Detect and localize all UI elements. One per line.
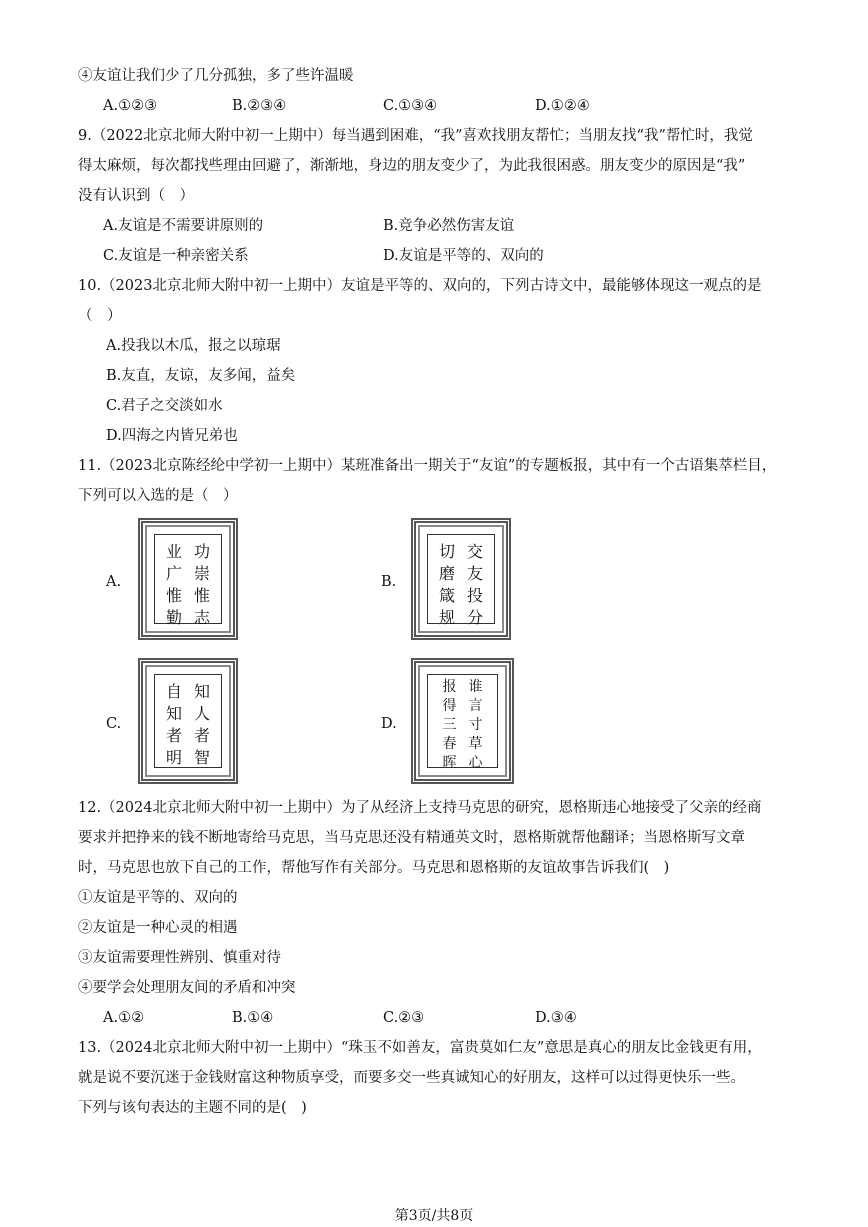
q8-option-c[interactable]: C.①③④	[383, 98, 438, 114]
plaque-character: 切	[438, 542, 455, 561]
q12-statement-3: ③友谊需要理性辨别、慎重对待	[78, 950, 281, 966]
plaque-character: 报	[442, 679, 457, 695]
plaque-character: 功	[194, 542, 211, 561]
q12-option-a[interactable]: A.①②	[103, 1010, 145, 1026]
q12-statement-2: ②友谊是一种心灵的相遇	[78, 920, 238, 936]
plaque-character: 志	[194, 608, 211, 627]
q11-option-c-label[interactable]: C.	[106, 716, 122, 732]
plaque-character: 勤	[165, 608, 182, 627]
q8-option-d[interactable]: D.①②④	[535, 98, 590, 114]
plaque-a-col2	[166, 541, 182, 629]
q10-option-a[interactable]: A.投我以木瓜，报之以琼琚	[106, 338, 281, 354]
q11-option-d-plaque[interactable]	[411, 658, 514, 784]
plaque-character: 交	[467, 542, 484, 561]
plaque-character: 春	[442, 736, 457, 752]
plaque-character: 投	[467, 586, 484, 605]
q10-option-c[interactable]: C.君子之交淡如水	[106, 398, 223, 414]
plaque-character: 惟	[194, 586, 211, 605]
q11-option-a-plaque[interactable]	[138, 518, 238, 640]
q12-stem-line1: 12.（2024北京北师大附中初一上期中）为了从经济上支持马克思的研究，恩格斯违心地接受了父亲的经商	[78, 800, 762, 816]
plaque-character: 心	[468, 755, 483, 771]
plaque-character: 晖	[442, 755, 457, 771]
q11-option-c-plaque[interactable]	[138, 658, 238, 784]
q11-option-b-label[interactable]: B.	[381, 574, 397, 590]
plaque-b-col1	[467, 541, 483, 629]
plaque-character: 知	[194, 682, 211, 701]
plaque-character: 者	[165, 726, 182, 745]
q13-stem-line1: 13.（2024北京北师大附中初一上期中）“珠玉不如善友，富贵莫如仁友”意思是真心的朋友比金钱更有用，	[78, 1040, 762, 1056]
plaque-character: 分	[467, 608, 484, 627]
plaque-character: 箴	[438, 586, 455, 605]
plaque-character: 草	[468, 736, 483, 752]
q10-option-b[interactable]: B.友直，友谅，友多闻，益矣	[106, 368, 296, 384]
plaque-c-col2	[166, 681, 182, 769]
q12-stem-line3: 时，马克思也放下自己的工作，帮他写作有关部分。马克思和恩格斯的友谊故事告诉我们( )	[78, 860, 670, 876]
q12-stem-line2: 要求并把挣来的钱不断地寄给马克思，当马克思还没有精通英文时，恩格斯就帮他翻译；当恩格斯写文章	[78, 830, 745, 846]
plaque-character: 三	[442, 717, 457, 733]
q12-option-d[interactable]: D.③④	[535, 1010, 577, 1026]
plaque-a-col1	[194, 541, 210, 629]
q8-option-b[interactable]: B.②③④	[232, 98, 287, 114]
q9-option-c[interactable]: C.友谊是一种亲密关系	[103, 248, 249, 264]
q10-stem-line2: （ ）	[78, 308, 122, 324]
q10-option-d[interactable]: D.四海之内皆兄弟也	[106, 428, 238, 444]
q9-option-a[interactable]: A.友谊是不需要讲原则的	[103, 218, 264, 234]
plaque-character: 知	[165, 704, 182, 723]
q9-stem-line1: 9.（2022北京北师大附中初一上期中）每当遇到困难，“我”喜欢找朋友帮忙；当朋友找“我”帮忙时，我觉	[78, 128, 753, 144]
q13-stem-line2: 就是说不要沉迷于金钱财富这种物质享受，而要多交一些真诚知心的好朋友，这样可以过得更快乐一些。	[78, 1070, 745, 1086]
plaque-character: 人	[194, 704, 211, 723]
q9-option-d[interactable]: D.友谊是平等的、双向的	[383, 248, 544, 264]
plaque-character: 寸	[468, 717, 483, 733]
plaque-character: 惟	[165, 586, 182, 605]
q9-stem-line3: 没有认识到（ ）	[78, 188, 194, 204]
plaque-character: 者	[194, 726, 211, 745]
q12-statement-4: ④要学会处理朋友间的矛盾和冲突	[78, 980, 296, 996]
q11-option-b-plaque[interactable]	[411, 518, 511, 640]
plaque-character: 友	[467, 564, 484, 583]
plaque-b-col2	[439, 541, 455, 629]
plaque-character: 崇	[194, 564, 211, 583]
q11-option-d-label[interactable]: D.	[381, 716, 397, 732]
q10-stem-line1: 10.（2023北京北师大附中初一上期中）友谊是平等的、双向的，下列古诗文中，最能够体现这一观点的是	[78, 278, 762, 294]
plaque-d-col2	[443, 678, 457, 773]
q9-option-b[interactable]: B.竞争必然伤害友谊	[383, 218, 515, 234]
q11-stem-line1: 11.（2023北京陈经纶中学初一上期中）某班准备出一期关于“友谊”的专题板报，其中有一个古语集萃栏目，	[78, 458, 777, 474]
plaque-character: 言	[468, 698, 483, 714]
q13-stem-line3: 下列与该句表达的主题不同的是( )	[78, 1100, 307, 1116]
q12-option-b[interactable]: B.①④	[232, 1010, 274, 1026]
plaque-d-col1	[469, 678, 483, 773]
plaque-c-col1	[194, 681, 210, 769]
page-footer: 第3页/共8页	[394, 1208, 474, 1224]
q8-option-a[interactable]: A.①②③	[103, 98, 158, 114]
statement-4: ④友谊让我们少了几分孤独，多了些许温暖	[78, 68, 354, 84]
q11-stem-line2: 下列可以入选的是（ ）	[78, 488, 238, 504]
plaque-character: 智	[194, 748, 211, 767]
q11-option-a-label[interactable]: A.	[106, 574, 122, 590]
plaque-character: 明	[165, 748, 182, 767]
plaque-character: 谁	[468, 679, 483, 695]
plaque-character: 业	[165, 542, 182, 561]
plaque-character: 磨	[438, 564, 455, 583]
plaque-character: 规	[438, 608, 455, 627]
plaque-character: 得	[442, 698, 457, 714]
q9-stem-line2: 得太麻烦，每次都找些理由回避了，渐渐地，身边的朋友变少了，为此我很困惑。朋友变少的原因是“我”	[78, 158, 746, 174]
q12-option-c[interactable]: C.②③	[383, 1010, 425, 1026]
plaque-character: 广	[165, 564, 182, 583]
q12-statement-1: ①友谊是平等的、双向的	[78, 890, 238, 906]
plaque-character: 自	[165, 682, 182, 701]
